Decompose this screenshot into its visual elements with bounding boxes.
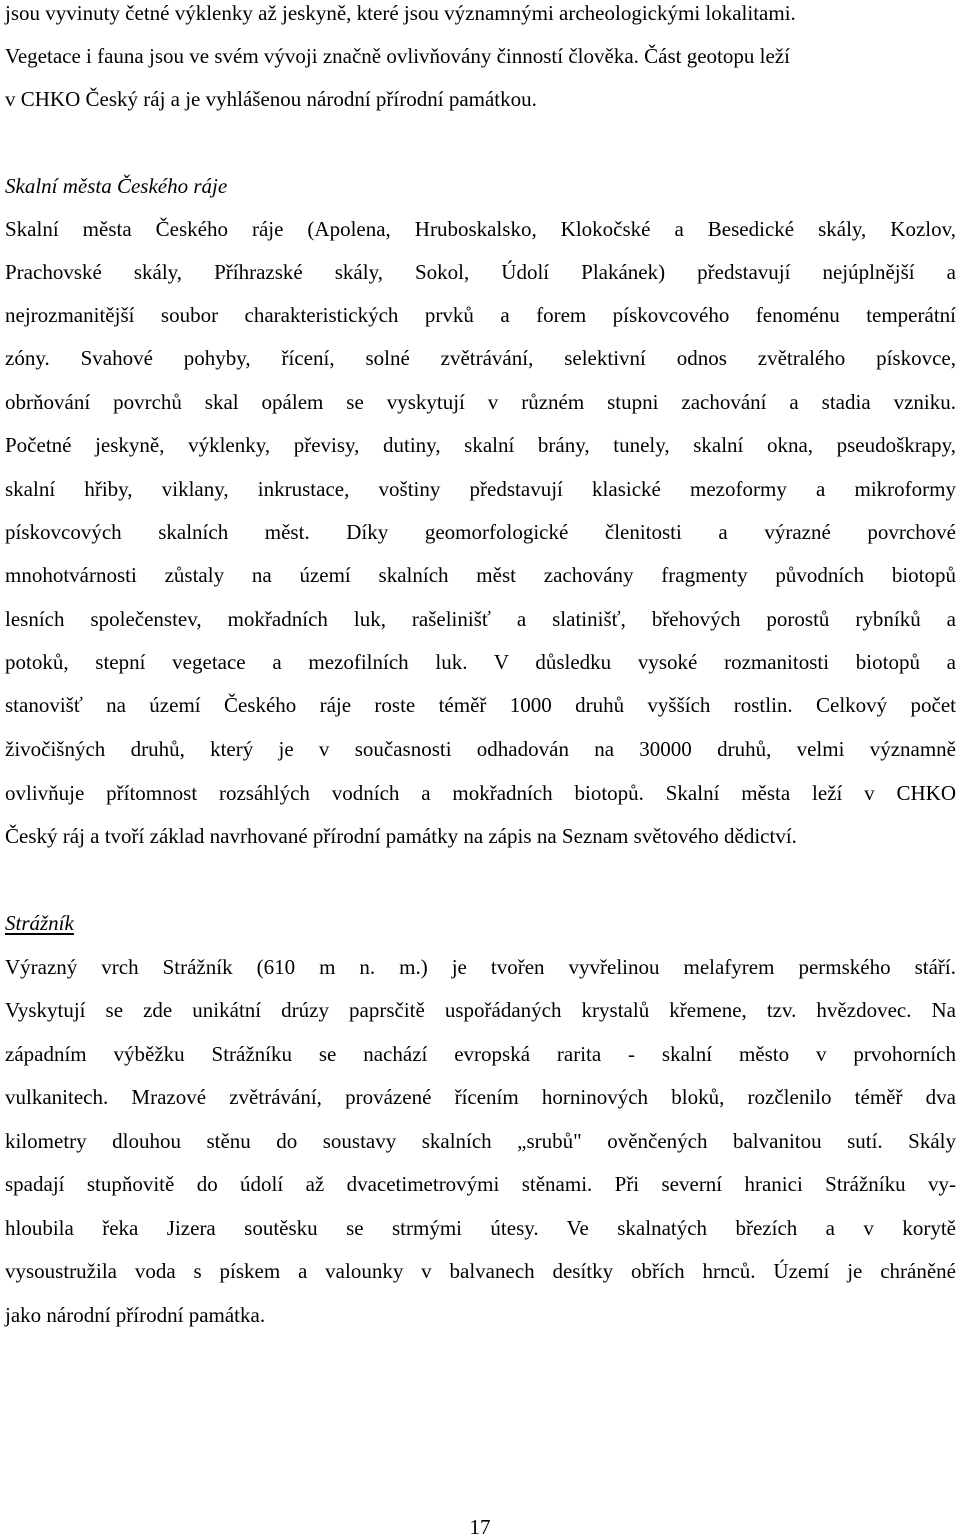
text-line: skalní hřiby, viklany, inkrustace, voštiny představují klasické mezoformy a mikroformy bbox=[5, 477, 956, 501]
text-line: Vegetace i fauna jsou ve svém vývoji značně ovlivňovány činností člověka. Část geotopu leží bbox=[5, 44, 790, 68]
text-line: Početné jeskyně, výklenky, převisy, dutiny, skalní brány, tunely, skalní okna, pseudoškrapy, bbox=[5, 433, 956, 457]
text-line: mnohotvárnosti zůstaly na území skalních měst zachovány fragmenty původních biotopů bbox=[5, 563, 956, 587]
text-line: vysoustružila voda s pískem a valounky v balvanech desítky obřích hrnců. Území je chráněné bbox=[5, 1259, 956, 1283]
text-line: Skalní města Českého ráje (Apolena, Hruboskalsko, Klokočské a Besedické skály, Kozlov, bbox=[5, 217, 956, 241]
text-line: západním výběžku Strážníku se nachází evropská rarita - skalní město v prvohorních bbox=[5, 1042, 956, 1066]
text-line: ovlivňuje přítomnost rozsáhlých vodních a mokřadních biotopů. Skalní města leží v CHKO bbox=[5, 781, 956, 805]
text-line: pískovcových skalních měst. Díky geomorfologické členitosti a výrazné povrchové bbox=[5, 520, 956, 544]
text-line: Prachovské skály, Příhrazské skály, Sokol, Údolí Plakánek) představují nejúplnější a bbox=[5, 260, 956, 284]
section-heading-skalni-mesta: Skalní města Českého ráje bbox=[5, 174, 228, 198]
text-line: jako národní přírodní památka. bbox=[5, 1303, 266, 1327]
text-line: Vyskytují se zde unikátní drúzy paprsčitě uspořádaných krystalů křemene, tzv. hvězdovec. Na bbox=[5, 998, 956, 1022]
text-line: obrňování povrchů skal opálem se vyskytují v různém stupni zachování a stadia vzniku. bbox=[5, 390, 956, 414]
text-line: nejrozmanitější soubor charakteristických prvků a forem pískovcového fenoménu temperátní bbox=[5, 303, 956, 327]
text-line: Český ráj a tvoří základ navrhované přírodní památky na zápis na Seznam světového dědictví. bbox=[5, 824, 797, 848]
text-line: hloubila řeka Jizera soutěsku se strmými útesy. Ve skalnatých březích a v korytě bbox=[5, 1216, 956, 1240]
section-heading-straznik: Strážník bbox=[5, 911, 74, 935]
text-line: vulkanitech. Mrazové zvětrávání, provázené řícením horninových bloků, rozčlenilo téměř dva bbox=[5, 1085, 956, 1109]
text-line: jsou vyvinuty četné výklenky až jeskyně, které jsou významnými archeologickými lokalitami. bbox=[5, 1, 796, 25]
text-line: spadají stupňovitě do údolí až dvacetimetrovými stěnami. Při severní hranici Strážníku vy- bbox=[5, 1172, 956, 1196]
text-line: potoků, stepní vegetace a mezofilních luk. V důsledku vysoké rozmanitosti biotopů a bbox=[5, 650, 956, 674]
text-line: v CHKO Český ráj a je vyhlášenou národní přírodní památkou. bbox=[5, 87, 537, 111]
text-line: Výrazný vrch Strážník (610 m n. m.) je tvořen vyvřelinou melafyrem permského stáří. bbox=[5, 955, 956, 979]
text-line: zóny. Svahové pohyby, řícení, solné zvětrávání, selektivní odnos zvětralého pískovce, bbox=[5, 346, 956, 370]
text-line: živočišných druhů, který je v současnosti odhadován na 30000 druhů, velmi významně bbox=[5, 737, 956, 761]
text-line: kilometry dlouhou stěnu do soustavy skalních „srubů" ověnčených balvanitou sutí. Skály bbox=[5, 1129, 956, 1153]
text-line: lesních společenstev, mokřadních luk, rašelinišť a slatinišť, břehových porostů rybníků a bbox=[5, 607, 956, 631]
page-number: 17 bbox=[469, 1515, 491, 1539]
text-line: stanovišť na území Českého ráje roste téměř 1000 druhů vyšších rostlin. Celkový počet bbox=[5, 693, 956, 717]
